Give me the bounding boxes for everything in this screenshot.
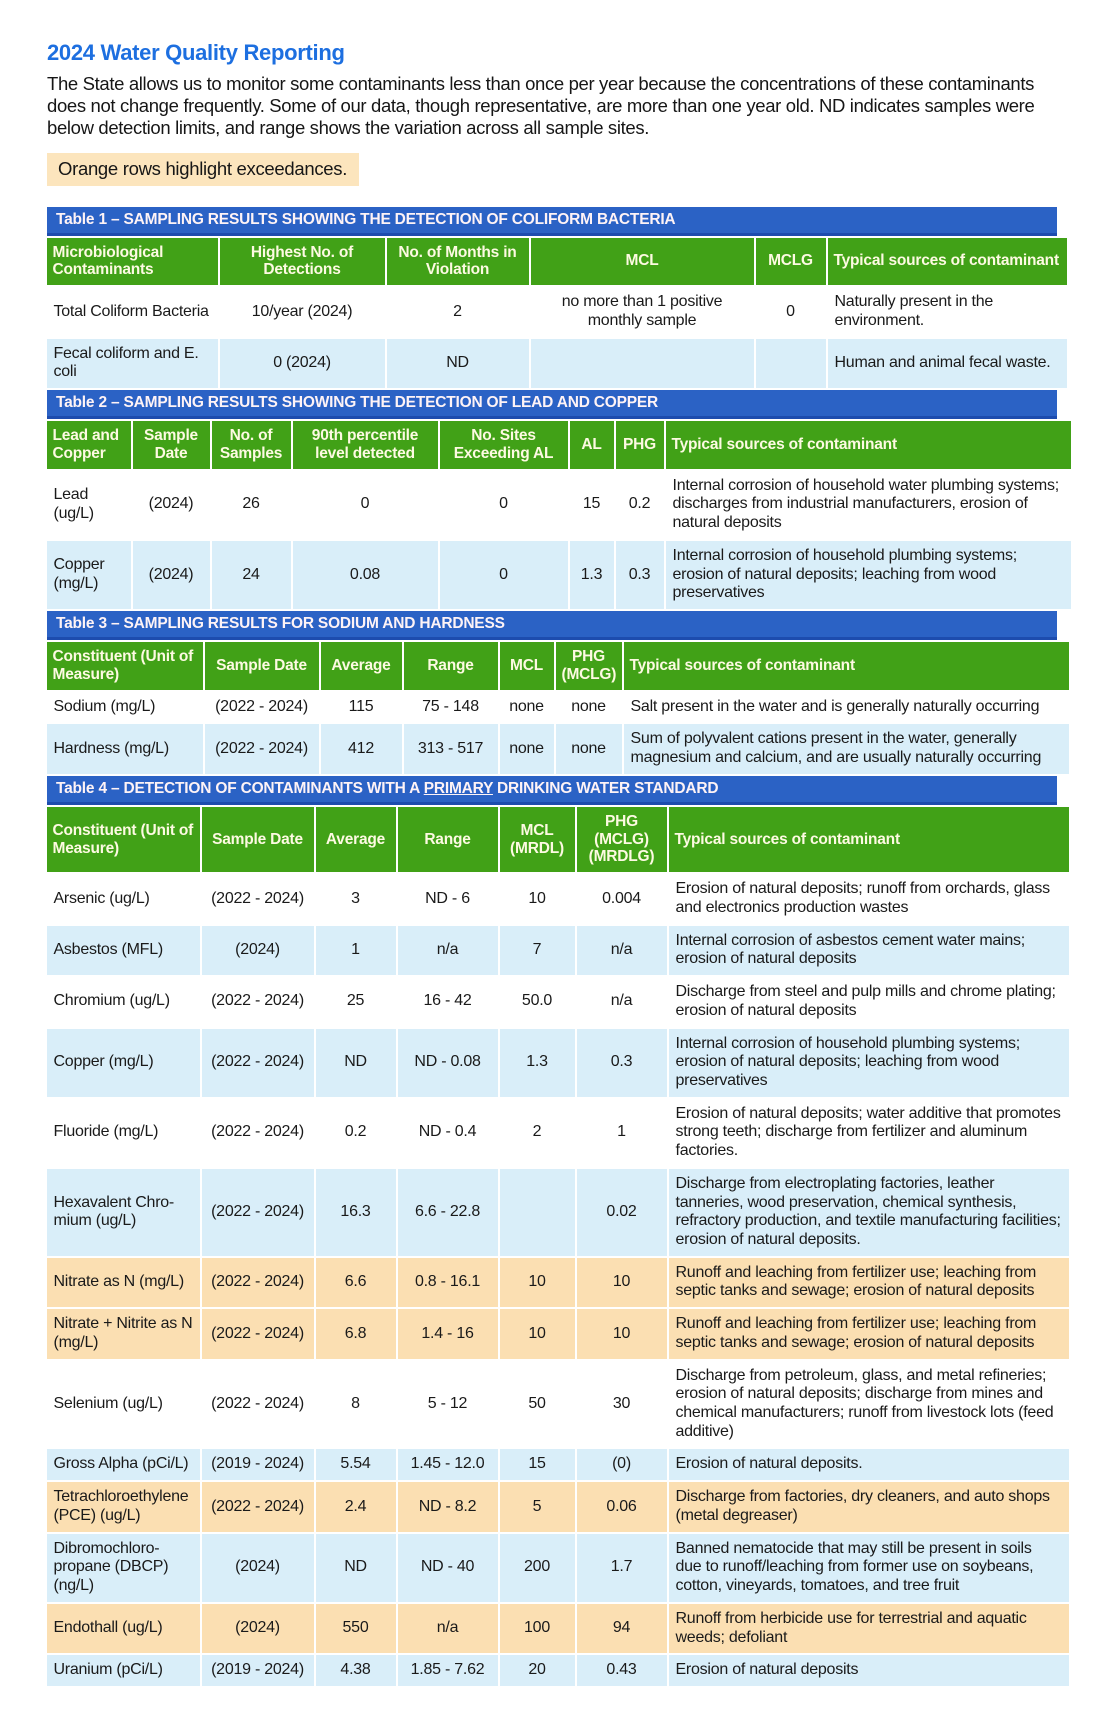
table-cell: (2022 - 2024) [202,1258,314,1307]
exceedance-note: Orange rows highlight exceedances. [47,153,359,186]
table-cell: 0 [756,287,826,336]
table-cell: 0 [440,541,568,609]
column-header: 90th percentile level detected [293,421,438,469]
table-cell: Discharge from factories, dry cleaners, and auto shops (metal degreaser) [669,1482,1069,1531]
table-cell: 0.08 [293,541,438,609]
table-cell: Total Coliform Bacteria [47,287,218,336]
table-cell: 115 [321,692,402,723]
table-cell: Tetrachloroethylene (PCE) (ug/L) [47,1482,200,1531]
table-cell: 16 - 42 [398,977,498,1026]
table-row [47,692,1069,723]
table-row [47,1099,1069,1167]
table-row [47,1655,1069,1686]
page-title: 2024 Water Quality Reporting [47,40,345,65]
table-cell: 550 [316,1604,396,1653]
column-header: Sample Date [205,642,319,690]
table-cell: 1.4 - 16 [398,1309,498,1358]
coliform-table [45,236,1069,391]
table-cell: 0 [293,471,438,539]
table-cell: 200 [500,1534,575,1602]
sodium-hardness-table [45,640,1071,776]
table-cell [531,339,754,388]
table-cell: (2019 - 2024) [202,1449,314,1480]
table-cell: 0 [440,471,568,539]
table-cell: 10/year (2024) [220,287,385,336]
table-row [47,1169,1069,1256]
column-header: Average [321,642,402,690]
table-cell: 0.3 [577,1029,667,1097]
table-cell: none [500,692,554,723]
column-header: PHG (MCLG) [556,642,622,690]
column-header: MCL [531,238,754,286]
table-cell: Arsenic (ug/L) [47,874,200,923]
intro-paragraph: The State allows us to monitor some contaminants less than once per year because the concentrations of these contaminants does not change frequently. Some of our data, though representative, are more than one year old. ND indicates samples were below detection limits, and range shows the variation across all sample sites. [47,73,1035,139]
column-header: Typical sources of contaminant [669,807,1069,872]
table-cell: (2022 - 2024) [202,1361,314,1448]
table-cell: 412 [321,724,402,773]
table-cell: n/a [577,977,667,1026]
table-cell: 10 [500,1309,575,1358]
table-row [47,339,1067,388]
column-header: Range [398,807,498,872]
table-cell: 1.85 - 7.62 [398,1655,498,1686]
table-cell: 5.54 [316,1449,396,1480]
table-cell: 1 [316,926,396,975]
table-cell: Sodium (mg/L) [47,692,203,723]
table-cell: Erosion of natural deposits. [669,1449,1069,1480]
table-cell: 1.3 [500,1029,575,1097]
table-cell: n/a [398,1604,498,1653]
table-cell: 100 [500,1604,575,1653]
table-cell: ND - 0.4 [398,1099,498,1167]
table-cell: Endothall (ug/L) [47,1604,200,1653]
table-cell: (2022 - 2024) [202,1099,314,1167]
table-3-title: Table 3 – SAMPLING RESULTS FOR SODIUM AND HARDNESS [47,611,1057,640]
column-header: Constituent (Unit of Measure) [47,642,203,690]
table-cell: Erosion of natural deposits; water additive that promotes strong teeth; discharge from fertilizer and aluminum factories. [669,1099,1069,1167]
table-cell: 0.2 [316,1099,396,1167]
table-row [47,1449,1069,1480]
table-cell: 6.6 [316,1258,396,1307]
table-row [47,287,1067,336]
table-cell: (2022 - 2024) [202,977,314,1026]
table-cell: 6.6 - 22.8 [398,1169,498,1256]
column-header: MCL (MRDL) [500,807,575,872]
column-header: Typical sources of contaminant [828,238,1067,286]
lead-copper-table [45,419,1073,611]
table-row [47,1534,1069,1602]
table-cell: (2022 - 2024) [205,724,319,773]
table-cell: 2 [387,287,529,336]
table-row [47,471,1071,539]
column-header: Lead and Copper [47,421,131,469]
table-4-title [47,776,1057,805]
table-cell: Copper (mg/L) [47,1029,200,1097]
table-row [47,926,1069,975]
table-cell: 3 [316,874,396,923]
table-cell: 2 [500,1099,575,1167]
table-cell: 1.3 [570,541,614,609]
table-cell: Fecal coliform and E. coli [47,339,218,388]
table-cell: 8 [316,1361,396,1448]
table-cell: n/a [398,926,498,975]
table-cell: Human and animal fecal waste. [828,339,1067,388]
column-header: Typical sources of contaminant [624,642,1069,690]
table-cell: Internal corrosion of household water plumbing systems; discharges from industrial manufacturers, erosion of natural deposits [666,471,1071,539]
column-header: Sample Date [133,421,210,469]
table-cell: Banned nematocide that may still be present in soils due to runoff/leaching from former use on soybeans, cotton, vineyards, tomatoes, and tree fruit [669,1534,1069,1602]
table-cell: ND - 40 [398,1534,498,1602]
column-header: No. of Samples [212,421,291,469]
table-cell: 50 [500,1361,575,1448]
table-cell: Runoff from herbicide use for terrestrial and aquatic weeds; defoliant [669,1604,1069,1653]
table-cell [756,339,826,388]
table-1-coliform-bacteria [47,207,1057,391]
table-cell: 50.0 [500,977,575,1026]
table-cell: 4.38 [316,1655,396,1686]
header-row [47,421,1071,469]
table-cell: Naturally present in the environment. [828,287,1067,336]
table-row [47,1361,1069,1448]
table-row [47,1309,1069,1358]
table-cell: Hexavalent Chromium (ug/L) [47,1169,200,1256]
table-cell: 24 [212,541,291,609]
table-cell: (2019 - 2024) [202,1655,314,1686]
header-row [47,807,1069,872]
table-cell: (2024) [133,541,210,609]
column-header: Constituent (Unit of Measure) [47,807,200,872]
table-cell: Internal corrosion of household plumbing systems; erosion of natural deposits; leaching from wood preservatives [666,541,1071,609]
table-cell: ND - 6 [398,874,498,923]
table-cell: 15 [500,1449,575,1480]
column-header: PHG [616,421,664,469]
table-cell: ND - 0.08 [398,1029,498,1097]
table-cell: ND - 8.2 [398,1482,498,1531]
table-cell: Sum of polyvalent cations present in the water, generally magnesium and calcium, and are usually naturally occurring [624,724,1069,773]
table-row [47,724,1069,773]
table-cell: (2024) [202,926,314,975]
table-cell: (2024) [202,1604,314,1653]
column-header: MCLG [756,238,826,286]
table-row [47,1029,1069,1097]
table-cell: Erosion of natural deposits; runoff from orchards, glass and electronics production wastes [669,874,1069,923]
table-cell: none [556,724,622,773]
table-cell: 1 [577,1099,667,1167]
table-cell: 1.45 - 12.0 [398,1449,498,1480]
table-1-title: Table 1 – SAMPLING RESULTS SHOWING THE DETECTION OF COLIFORM BACTERIA [47,207,1057,236]
table-cell: (2022 - 2024) [202,1169,314,1256]
table-cell: Internal corrosion of household plumbing systems; erosion of natural deposits; leaching from wood preservatives [669,1029,1069,1097]
table-cell: 0.2 [616,471,664,539]
table-cell: Copper (mg/L) [47,541,131,609]
table-cell: 5 - 12 [398,1361,498,1448]
column-header: Microbiological Contaminants [47,238,218,286]
table-cell [500,1169,575,1256]
table-cell: Fluoride (mg/L) [47,1099,200,1167]
table-cell: 0.8 - 16.1 [398,1258,498,1307]
table-row [47,1258,1069,1307]
table-2-lead-copper [47,390,1057,611]
column-header: PHG (MCLG) (MRDLG) [577,807,667,872]
table-cell: n/a [577,926,667,975]
table-cell: Runoff and leaching from fertilizer use; leaching from septic tanks and sewage; erosion of natural deposits [669,1258,1069,1307]
table-cell: 10 [577,1258,667,1307]
table-cell: 0.004 [577,874,667,923]
table-cell: Chromium (ug/L) [47,977,200,1026]
table-cell: 20 [500,1655,575,1686]
table-cell: 15 [570,471,614,539]
table-cell: (2022 - 2024) [202,1029,314,1097]
table-cell: 313 - 517 [404,724,498,773]
table-cell: no more than 1 positive monthly sample [531,287,754,336]
column-header: No. Sites Exceeding AL [440,421,568,469]
table-cell: (2022 - 2024) [202,1309,314,1358]
table-cell: Uranium (pCi/L) [47,1655,200,1686]
table-cell: 6.8 [316,1309,396,1358]
header-row [47,238,1067,286]
table-cell: none [556,692,622,723]
table-cell: 10 [577,1309,667,1358]
table-row [47,541,1071,609]
table-cell: Dibromochloropropane (DBCP) (ng/L) [47,1534,200,1602]
table-cell: Discharge from petroleum, glass, and metal refineries; erosion of natural deposits; discharge from mines and chemical manufacturers; runoff from livestock lots (feed additive) [669,1361,1069,1448]
table-cell: 2.4 [316,1482,396,1531]
table-cell: 0.3 [616,541,664,609]
table-cell: 5 [500,1482,575,1531]
column-header: AL [570,421,614,469]
column-header: Typical sources of contaminant [666,421,1071,469]
table-row [47,1604,1069,1653]
table-cell: ND [387,339,529,388]
table-cell: (2024) [133,471,210,539]
table-cell: Nitrate as N (mg/L) [47,1258,200,1307]
table-cell: 10 [500,1258,575,1307]
table-cell: Asbestos (MFL) [47,926,200,975]
table-cell: Hardness (mg/L) [47,724,203,773]
table-row [47,1482,1069,1531]
primary-standard-table [45,805,1071,1688]
column-header: MCL [500,642,554,690]
table-cell: Selenium (ug/L) [47,1361,200,1448]
table-cell: (2024) [202,1534,314,1602]
table-cell: 30 [577,1361,667,1448]
table-4-title-suffix: DRINKING WATER STANDARD [492,779,719,797]
table-cell: 0.06 [577,1482,667,1531]
table-cell: none [500,724,554,773]
table-cell: (0) [577,1449,667,1480]
table-cell: (2022 - 2024) [202,874,314,923]
table-cell: 0.43 [577,1655,667,1686]
table-cell: 26 [212,471,291,539]
table-cell: Discharge from steel and pulp mills and chrome plating; erosion of natural deposits [669,977,1069,1026]
table-cell: ND [316,1534,396,1602]
table-4-title-underlined-word: PRIMARY [423,779,493,797]
table-cell: 94 [577,1604,667,1653]
table-cell: Lead (ug/L) [47,471,131,539]
table-cell: 0.02 [577,1169,667,1256]
table-cell: 7 [500,926,575,975]
table-cell: 25 [316,977,396,1026]
column-header: Range [404,642,498,690]
table-4-title-prefix: Table 4 – DETECTION OF CONTAMINANTS WITH A [56,779,424,797]
table-cell: Internal corrosion of asbestos cement water mains; erosion of natural deposits [669,926,1069,975]
column-header: Sample Date [202,807,314,872]
table-cell: ND [316,1029,396,1097]
header-row [47,642,1069,690]
table-2-title: Table 2 – SAMPLING RESULTS SHOWING THE DETECTION OF LEAD AND COPPER [47,390,1057,419]
table-row [47,977,1069,1026]
table-4-primary-standard [47,776,1061,1688]
table-cell: Erosion of natural deposits [669,1655,1069,1686]
table-cell: (2022 - 2024) [202,1482,314,1531]
table-cell: 75 - 148 [404,692,498,723]
table-3-sodium-hardness [47,611,1057,776]
table-cell: 10 [500,874,575,923]
table-cell: 16.3 [316,1169,396,1256]
column-header: No. of Months in Violation [387,238,529,286]
table-cell: (2022 - 2024) [205,692,319,723]
table-cell: Discharge from electroplating factories, leather tanneries, wood preservation, chemical synthesis, refractory production, and textile manufacturing facilities; erosion of natural deposits. [669,1169,1069,1256]
table-cell: 0 (2024) [220,339,385,388]
table-row [47,874,1069,923]
column-header: Average [316,807,396,872]
column-header: Highest No. of Detections [220,238,385,286]
table-cell: 1.7 [577,1534,667,1602]
table-cell: Nitrate + Nitrite as N (mg/L) [47,1309,200,1358]
table-cell: Salt present in the water and is generally naturally occurring [624,692,1069,723]
table-cell: Runoff and leaching from fertilizer use; leaching from septic tanks and sewage; erosion of natural deposits [669,1309,1069,1358]
table-cell: Gross Alpha (pCi/L) [47,1449,200,1480]
